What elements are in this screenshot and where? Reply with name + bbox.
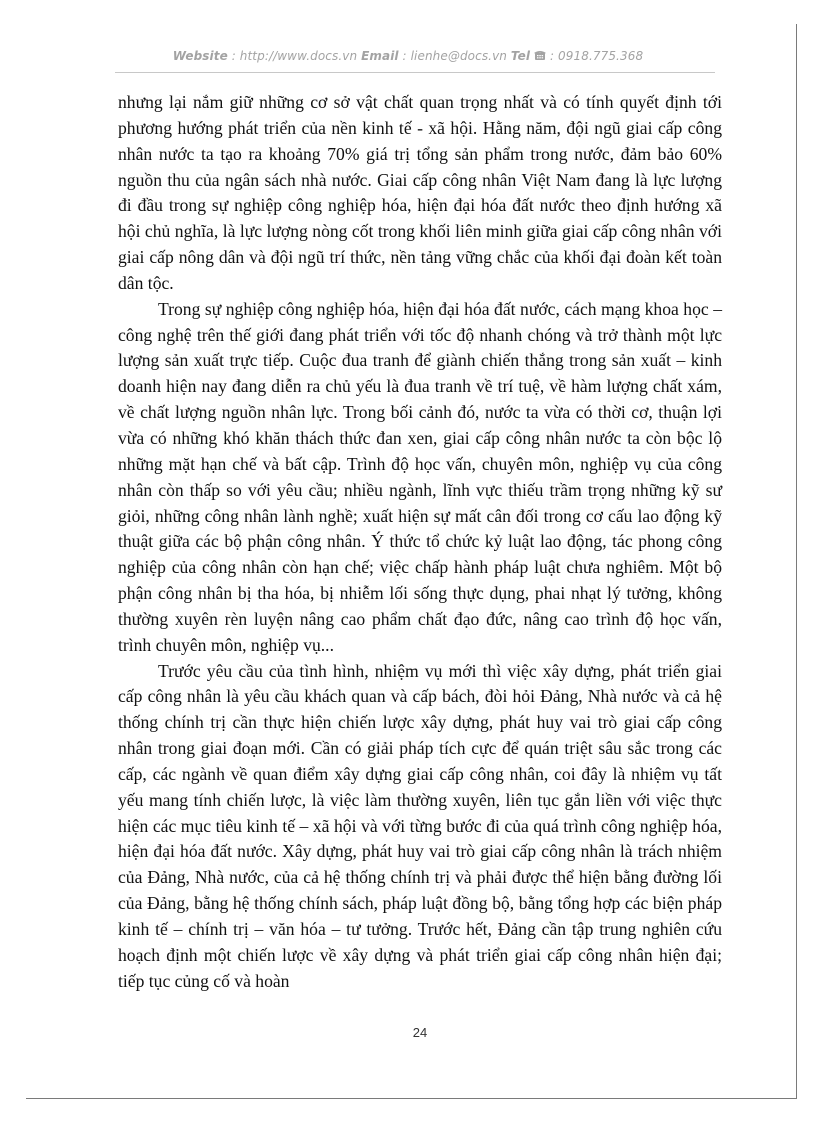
- page-header: [0, 49, 816, 64]
- email-label: Email: [361, 49, 399, 63]
- body-text: [118, 90, 722, 995]
- website-value: : http://www.docs.vn: [227, 49, 362, 63]
- tel-value: : 0918.775.368: [546, 49, 644, 63]
- paragraph-2: Trong sự nghiệp công nghiệp hóa, hiện đại hóa đất nước, cách mạng khoa học – công nghệ trên thế giới đang phát triển với tốc độ nhanh chóng và trở thành một lực lượng sản xuất trực tiếp. Cuộc đua tranh để giành chiến thắng trong sản xuất – kinh doanh hiện nay đang diễn ra chủ yếu là đua tranh về trí tuệ, về hàm lượng chất xám, về chất lượng nguồn nhân lực. Trong bối cảnh đó, nước ta vừa có thời cơ, thuận lợi vừa có những khó khăn thách thức đan xen, giai cấp công nhân nước ta còn bộc lộ những mặt hạn chế và bất cập. Trình độ học vấn, chuyên môn, nghiệp vụ của công nhân còn thấp so với yêu cầu; nhiều ngành, lĩnh vực thiếu trầm trọng những kỹ sư giỏi, những công nhân lành nghề; xuất hiện sự mất cân đối trong cơ cấu lao động kỹ thuật giữa các bộ phận công nhân. Ý thức tổ chức kỷ luật lao động, tác phong công nghiệp của công nhân còn hạn chế; việc chấp hành pháp luật chưa nghiêm. Một bộ phận công nhân bị tha hóa, bị nhiễm lối sống thực dụng, phai nhạt lý tưởng, không thường xuyên rèn luyện nâng cao phẩm chất đạo đức, nâng cao trình độ học vấn, trình chuyên môn, nghiệp vụ...: [118, 298, 722, 655]
- header-rule: [115, 72, 715, 73]
- website-label: Website: [172, 49, 228, 63]
- paragraph-3: Trước yêu cầu của tình hình, nhiệm vụ mới thì việc xây dựng, phát triển giai cấp công nhân là yêu cầu khách quan và cấp bách, đòi hỏi Đảng, Nhà nước và cả hệ thống chính trị cần thực hiện chiến lược xây dựng, phát huy vai trò giai cấp công nhân trong giai đoạn mới. Cần có giải pháp tích cực để quán triệt sâu sắc trong các cấp, các ngành về quan điểm xây dựng giai cấp công nhân, coi đây là nhiệm vụ tất yếu mang tính chiến lược, là việc làm thường xuyên, liên tục gắn liền với việc thực hiện các mục tiêu kinh tế – xã hội và với từng bước đi của quá trình công nghiệp hóa, hiện đại hóa đất nước. Xây dựng, phát huy vai trò giai cấp công nhân là trách nhiệm của Đảng, Nhà nước, của cả hệ thống chính trị và phải được thể hiện bằng đường lối của Đảng, bằng hệ thống chính sách, pháp luật đồng bộ, bằng tổng hợp các biện pháp kinh tế – chính trị – văn hóa – tư tưởng. Trước hết, Đảng cần tập trung nghiên cứu hoạch định một chiến lược về xây dựng và phát triển giai cấp công nhân hiện đại; tiếp tục củng cố và hoàn: [118, 660, 722, 991]
- email-value: : lienhe@docs.vn: [398, 49, 511, 63]
- paragraph-1: nhưng lại nắm giữ những cơ sở vật chất quan trọng nhất và có tính quyết định tới phương hướng phát triển của nền kinh tế - xã hội. Hằng năm, đội ngũ giai cấp công nhân nước ta tạo ra khoảng 70% giá trị tổng sản phẩm trong nước, đảm bảo 60% nguồn thu của ngân sách nhà nước. Giai cấp công nhân Việt Nam đang là lực lượng đi đầu trong sự nghiệp công nghiệp hóa, hiện đại hóa đất nước theo định hướng xã hội chủ nghĩa, là lực lượng nòng cốt trong khối liên minh giữa giai cấp công nhân với giai cấp nông dân và đội ngũ trí thức, nền tảng vững chắc của khối đại đoàn kết toàn dân tộc.: [118, 92, 722, 293]
- phone-icon: [534, 50, 546, 64]
- page-number: 24: [412, 1025, 428, 1040]
- tel-label: Tel: [510, 49, 531, 63]
